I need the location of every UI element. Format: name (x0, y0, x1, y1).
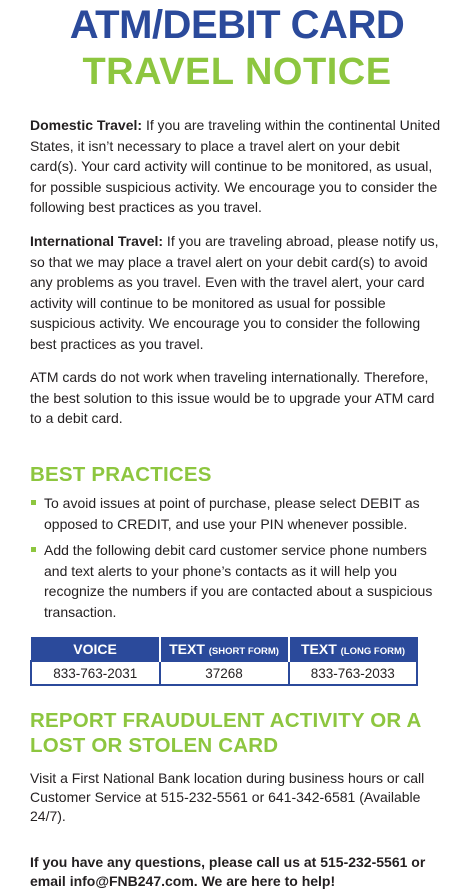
best-practice-text: To avoid issues at point of purchase, please select DEBIT as opposed to CREDIT, and use your PIN whenever possible. (44, 495, 420, 532)
text-long-header (289, 638, 417, 662)
international-travel-paragraph (30, 231, 446, 355)
text-short-header-sub: (SHORT FORM) (208, 646, 279, 657)
international-travel-text: If you are traveling abroad, please notify us, so that we may place a travel alert on your debit card(s) to avoid any problems as you travel. Even with the travel alert, your card activity will continue to be monitored as usual for possible suspicious activity. We encourage you to consider the following best practices as you travel. (30, 233, 439, 352)
report-heading-line-1: REPORT FRAUDULENT ACTIVITY OR A (30, 709, 422, 732)
text-short-number: 37268 (160, 661, 289, 685)
bullet-square-icon (31, 500, 36, 505)
title-line-1: ATM/DEBIT CARD (69, 3, 405, 47)
text-long-header-label: TEXT (300, 641, 337, 657)
domestic-travel-label: Domestic Travel: (30, 117, 143, 133)
report-heading-line-2: LOST OR STOLEN CARD (30, 734, 279, 757)
best-practice-text: Add the following debit card customer service phone numbers and text alerts to your phone’s contacts as it will help you recognize the numbers if you are contacted about a suspicious transaction. (44, 542, 433, 620)
domestic-travel-paragraph (30, 115, 446, 218)
footer-contact-paragraph: If you have any questions, please call us at 515-232-5561 or email info@FNB247.com. We are here to help! (30, 854, 426, 889)
text-short-header (160, 638, 289, 662)
voice-number: 833-763-2031 (31, 661, 160, 685)
international-travel-label: International Travel: (30, 233, 164, 249)
atm-note-paragraph: ATM cards do not work when traveling internationally. Therefore, the best solution to this issue would be to upgrade your ATM card to a debit card. (30, 369, 435, 427)
best-practices-list (30, 493, 446, 623)
best-practices-heading: BEST PRACTICES (30, 463, 212, 486)
text-short-header-label: TEXT (169, 641, 205, 657)
table-row (31, 661, 417, 685)
text-long-number: 833-763-2033 (289, 661, 417, 685)
voice-header-label: VOICE (73, 641, 117, 657)
title-line-2: TRAVEL NOTICE (82, 51, 392, 93)
voice-header (31, 638, 160, 662)
table-header-row (31, 638, 417, 662)
bullet-square-icon (31, 547, 36, 552)
list-item (30, 540, 446, 622)
text-long-header-sub: (LONG FORM) (340, 646, 406, 657)
report-paragraph: Visit a First National Bank location during business hours or call Customer Service at 515-232-5561 or 641-342-6581 (Available 24/7). (30, 770, 425, 824)
phone-numbers-table (30, 637, 418, 686)
report-heading (30, 708, 450, 758)
list-item (30, 493, 446, 534)
domestic-travel-text: If you are traveling within the continental United States, it isn’t necessary to place a travel alert on your debit card(s). Your card activity will continue to be monitored, as usual, for possible suspicious activity. We encourage you to consider the following best practices as you travel. (30, 117, 441, 216)
